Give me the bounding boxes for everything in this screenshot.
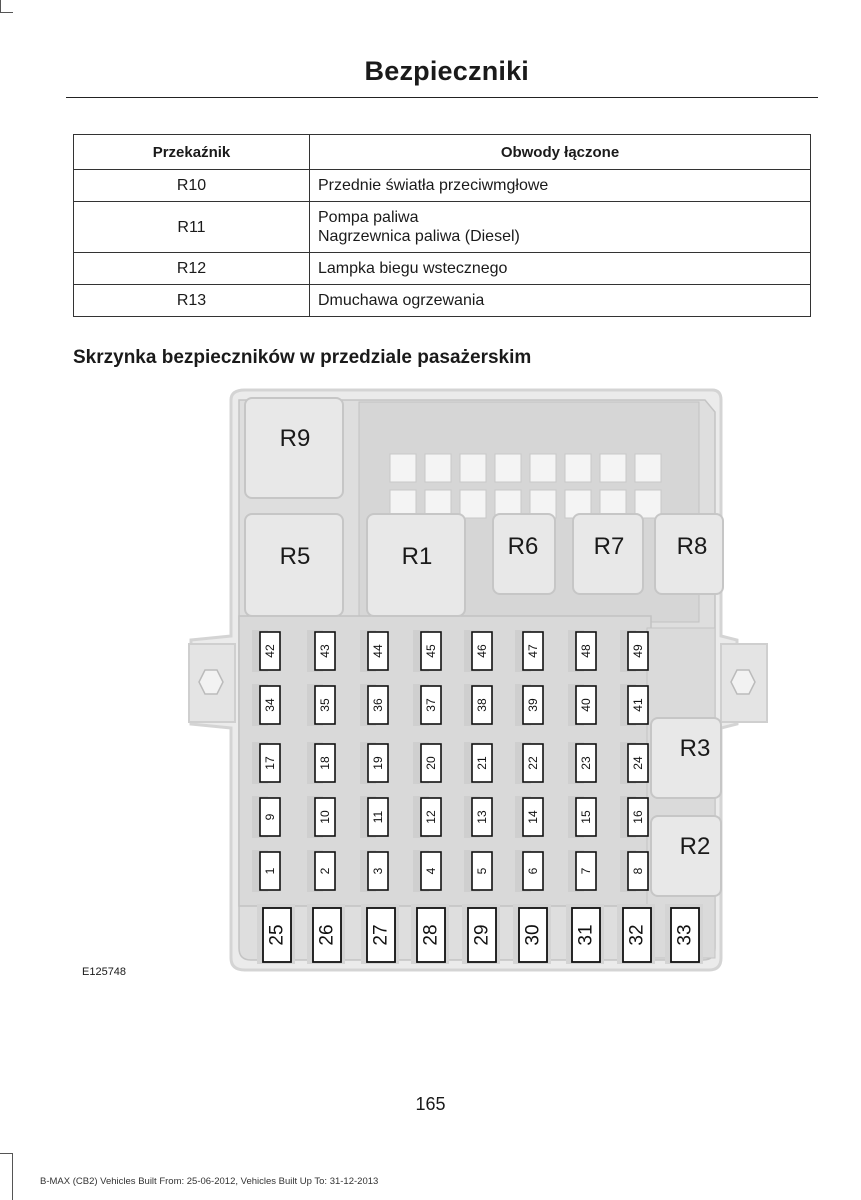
fuse-label: 38	[475, 698, 489, 712]
fuse-label: 21	[475, 756, 489, 770]
relay-cell: R11	[74, 202, 310, 253]
table-row	[74, 202, 811, 253]
fuse-label: 1	[263, 867, 277, 875]
fuse-17	[252, 742, 280, 784]
relay-label: R9	[279, 425, 311, 452]
fuse-2	[307, 850, 335, 892]
figure-code: E125748	[82, 966, 127, 978]
relay-label: R8	[676, 533, 708, 560]
fuse-10	[307, 796, 335, 838]
fuse-11	[360, 796, 388, 838]
fuse-5	[464, 850, 492, 892]
fuse-label: 4	[424, 867, 438, 875]
large-fuse-label: 25	[266, 924, 288, 946]
circuits-cell	[310, 285, 811, 317]
relay-table	[73, 134, 811, 317]
fuse-37	[413, 684, 441, 726]
fuse-22	[515, 742, 543, 784]
relay-r7	[573, 514, 643, 594]
fuse-label: 8	[631, 867, 645, 875]
large-fuse-label: 27	[370, 924, 392, 946]
large-fuse-label: 29	[471, 924, 493, 946]
table-row	[74, 253, 811, 285]
fuse-label: 19	[371, 756, 385, 770]
fuse-label: 10	[318, 810, 332, 824]
large-fuse-27	[361, 904, 399, 964]
footer-text: B-MAX (CB2) Vehicles Built From: 25-06-2012, Vehicles Built Up To: 31-12-2013	[40, 1176, 379, 1187]
large-fuse-32	[617, 904, 655, 964]
fuse-label: 11	[371, 810, 385, 824]
large-fuse-25	[257, 904, 295, 964]
fuse-label: 41	[631, 698, 645, 712]
fuse-45	[413, 630, 441, 672]
fuse-39	[515, 684, 543, 726]
fuse-label: 14	[526, 810, 540, 824]
relay-r6	[493, 514, 555, 594]
fuse-6	[515, 850, 543, 892]
fuse-label: 43	[318, 644, 332, 658]
fuse-7	[568, 850, 596, 892]
grid-slot	[600, 454, 626, 482]
fuse-label: 20	[424, 756, 438, 770]
large-fuse-28	[411, 904, 449, 964]
fuse-12	[413, 796, 441, 838]
fuse-13	[464, 796, 492, 838]
fuse-label: 34	[263, 698, 277, 712]
large-fuse-label: 33	[674, 924, 696, 946]
fuse-16	[620, 796, 648, 838]
large-fuse-label: 26	[316, 924, 338, 946]
page-number: 165	[415, 1094, 446, 1114]
circuit-text: Przednie światła przeciwmgłowe	[318, 177, 549, 194]
fuse-label: 13	[475, 810, 489, 824]
fuse-label: 2	[318, 867, 332, 875]
table-row	[74, 285, 811, 317]
fuse-3	[360, 850, 388, 892]
relay-label: R6	[507, 533, 539, 560]
grid-slot	[635, 454, 661, 482]
fuse-label: 49	[631, 644, 645, 658]
relay-r9	[245, 398, 343, 498]
fuse-42	[252, 630, 280, 672]
title-divider	[66, 97, 818, 98]
fuse-label: 3	[371, 867, 385, 875]
fuse-24	[620, 742, 648, 784]
large-fuses-layer	[257, 904, 703, 964]
relay-r2	[651, 816, 721, 896]
grid-slot	[460, 454, 486, 482]
fuse-label: 22	[526, 756, 540, 770]
grid-slot	[425, 454, 451, 482]
fuse-40	[568, 684, 596, 726]
section-title: Skrzynka bezpieczników w przedziale pasażerskim	[73, 347, 532, 368]
fuse-label: 39	[526, 698, 540, 712]
relay-cell: R10	[74, 170, 310, 202]
fuse-box-diagram	[185, 388, 769, 978]
grid-slot	[565, 454, 591, 482]
fuse-label: 9	[263, 813, 277, 821]
column-header-circuits: Obwody łączone	[310, 135, 811, 170]
fuse-label: 40	[579, 698, 593, 712]
circuits-cell	[310, 253, 811, 285]
fuse-9	[252, 796, 280, 838]
relay-label: R7	[593, 533, 625, 560]
large-fuse-label: 30	[522, 924, 544, 946]
fuse-15	[568, 796, 596, 838]
fuse-21	[464, 742, 492, 784]
relay-label: R5	[279, 543, 311, 570]
fuse-label: 47	[526, 644, 540, 658]
fuse-46	[464, 630, 492, 672]
fuse-label: 36	[371, 698, 385, 712]
grid-slot	[390, 454, 416, 482]
large-fuse-label: 28	[420, 924, 442, 946]
right-latch	[721, 644, 767, 722]
fuse-19	[360, 742, 388, 784]
relay-cell: R13	[74, 285, 310, 317]
large-fuse-label: 32	[626, 924, 648, 946]
relay-label: R2	[679, 833, 711, 860]
fuse-41	[620, 684, 648, 726]
fuse-36	[360, 684, 388, 726]
relay-r8	[655, 514, 723, 594]
fuse-label: 35	[318, 698, 332, 712]
large-fuse-31	[566, 904, 604, 964]
fuse-label: 44	[371, 644, 385, 658]
table-row	[74, 170, 811, 202]
fuse-label: 46	[475, 644, 489, 658]
fuse-18	[307, 742, 335, 784]
fuse-1	[252, 850, 280, 892]
circuit-text: Pompa paliwa	[318, 209, 419, 226]
fuse-38	[464, 684, 492, 726]
fuse-label: 42	[263, 644, 277, 658]
fuse-44	[360, 630, 388, 672]
fuse-48	[568, 630, 596, 672]
fuse-label: 17	[263, 756, 277, 770]
circuit-text: Dmuchawa ogrzewania	[318, 292, 485, 309]
fuse-43	[307, 630, 335, 672]
grid-slot	[460, 490, 486, 518]
fuse-label: 23	[579, 756, 593, 770]
circuit-text: Nagrzewnica paliwa (Diesel)	[318, 228, 520, 245]
circuits-cell	[310, 170, 811, 202]
relay-cell: R12	[74, 253, 310, 285]
fuse-35	[307, 684, 335, 726]
large-fuse-33	[665, 904, 703, 964]
fuse-label: 15	[579, 810, 593, 824]
crop-mark-top	[0, 0, 13, 13]
large-fuse-label: 31	[575, 924, 597, 946]
fuse-34	[252, 684, 280, 726]
fuse-49	[620, 630, 648, 672]
fuse-label: 5	[475, 867, 489, 875]
large-fuse-29	[462, 904, 500, 964]
fuse-label: 12	[424, 810, 438, 824]
fuse-label: 24	[631, 756, 645, 770]
fuse-label: 48	[579, 644, 593, 658]
table-header-row	[74, 135, 811, 170]
large-fuse-30	[513, 904, 551, 964]
circuits-cell	[310, 202, 811, 253]
fuse-47	[515, 630, 543, 672]
fuse-label: 45	[424, 644, 438, 658]
column-header-relay: Przekaźnik	[74, 135, 310, 170]
relay-r3	[651, 718, 721, 798]
relay-label: R3	[679, 735, 711, 762]
left-latch	[189, 644, 235, 722]
fuse-8	[620, 850, 648, 892]
fuse-14	[515, 796, 543, 838]
crop-mark-bottom	[0, 1153, 13, 1200]
fuse-20	[413, 742, 441, 784]
fuse-label: 6	[526, 867, 540, 875]
fuse-4	[413, 850, 441, 892]
relay-label: R1	[401, 543, 433, 570]
page-title: Bezpieczniki	[364, 56, 529, 86]
grid-slot	[495, 454, 521, 482]
fuse-23	[568, 742, 596, 784]
fuse-label: 16	[631, 810, 645, 824]
grid-slot	[530, 454, 556, 482]
relay-r1	[367, 514, 465, 616]
fuse-label: 7	[579, 867, 593, 875]
circuit-text: Lampka biegu wstecznego	[318, 260, 508, 277]
fuse-label: 18	[318, 756, 332, 770]
fuse-label: 37	[424, 698, 438, 712]
large-fuse-26	[307, 904, 345, 964]
relay-r5	[245, 514, 343, 616]
